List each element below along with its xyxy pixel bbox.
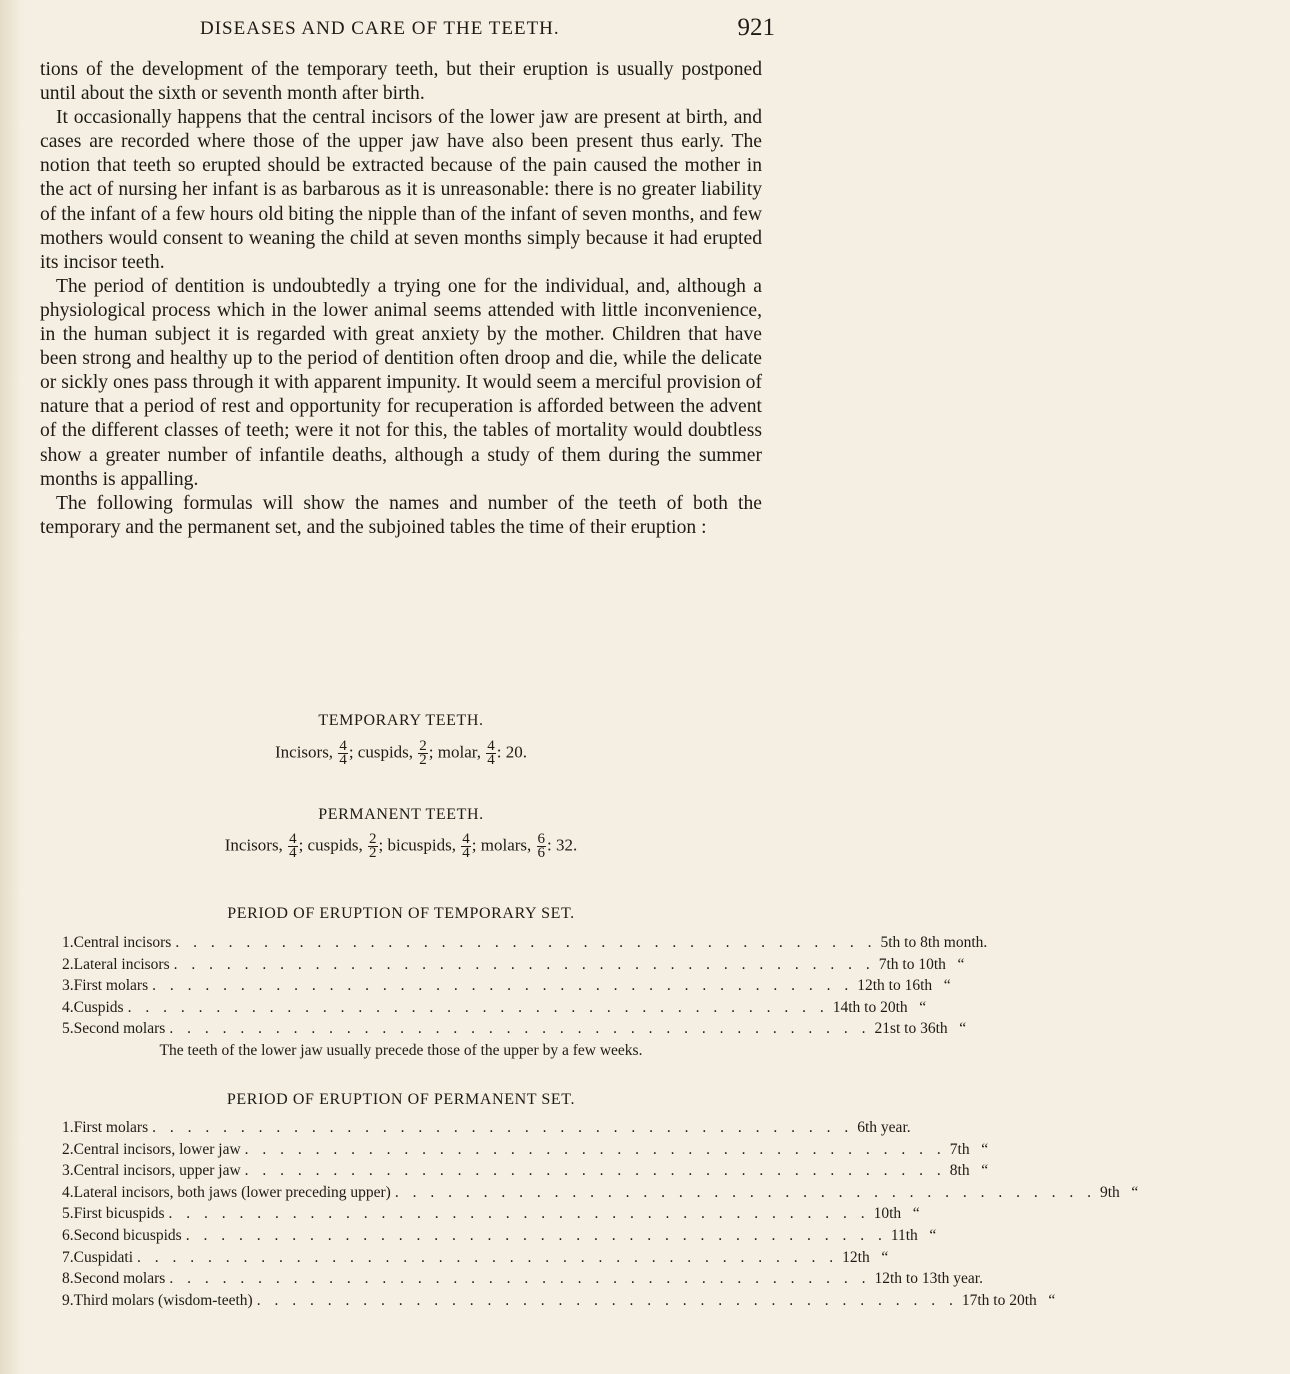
table-row bbox=[62, 1268, 983, 1290]
row-label: Second molars bbox=[73, 1270, 166, 1288]
permanent-eruption-table bbox=[62, 1117, 1139, 1311]
row-value: 12th to 13th year. bbox=[874, 1270, 983, 1288]
row-value: 9th “ bbox=[1099, 1183, 1139, 1201]
dot-leader: . . . . . . . . . . . . . . . . . . . . . . . . . . . . . . . . . . . . . . . . bbox=[168, 1205, 870, 1223]
row-label: Second molars bbox=[73, 1020, 166, 1038]
dot-leader: . . . . . . . . . . . . . . . . . . . . . . . . . . . . . . . . . . . . . . . . bbox=[256, 1291, 958, 1309]
row-value: 14th to 20th “ bbox=[832, 998, 927, 1016]
fraction-numerator: 2 bbox=[369, 831, 377, 847]
formula-separator: ; bbox=[298, 835, 304, 855]
fraction-denominator: 4 bbox=[289, 845, 297, 861]
row-label: Cuspidati bbox=[73, 1248, 134, 1266]
row-number: 3. bbox=[62, 977, 74, 995]
fraction-denominator: 2 bbox=[419, 752, 427, 768]
table-row bbox=[62, 1018, 967, 1040]
table-row bbox=[62, 932, 988, 954]
row-number: 2. bbox=[62, 1140, 74, 1158]
fraction-numerator: 2 bbox=[419, 738, 427, 754]
row-label: Central incisors, upper jaw bbox=[73, 1162, 241, 1180]
formula-fraction bbox=[461, 833, 471, 860]
body-text bbox=[40, 58, 762, 540]
formula-fraction bbox=[288, 833, 298, 860]
row-number: 6. bbox=[62, 1226, 74, 1244]
dot-leader: . . . . . . . . . . . . . . . . . . . . . . . . . . . . . . . . . . . . . . . . bbox=[244, 1162, 946, 1180]
formula-term-label: Incisors, bbox=[274, 742, 338, 762]
row-number: 5. bbox=[62, 1205, 74, 1223]
fraction-numerator: 4 bbox=[339, 738, 347, 754]
formula-term-label: cuspids, bbox=[303, 835, 368, 855]
row-label: Central incisors, lower jaw bbox=[73, 1140, 241, 1158]
formula-term-label: molars, bbox=[476, 835, 536, 855]
formula-fraction bbox=[338, 740, 348, 767]
row-label: First bicuspids bbox=[73, 1205, 165, 1223]
fraction-denominator: 6 bbox=[537, 845, 546, 861]
formula-separator: : bbox=[496, 742, 502, 762]
row-number: 5. bbox=[62, 1020, 74, 1038]
permanent-teeth-formula bbox=[40, 833, 762, 860]
formula-term-label: cuspids, bbox=[353, 742, 418, 762]
table-row bbox=[62, 975, 951, 997]
dot-leader: . . . . . . . . . . . . . . . . . . . . . . . . . . . . . . . . . . . . . . . . bbox=[244, 1140, 946, 1158]
row-number: 1. bbox=[62, 1119, 74, 1136]
formula-separator: ; bbox=[348, 742, 354, 762]
temporary-eruption-heading: PERIOD OF ERUPTION OF TEMPORARY SET. bbox=[227, 905, 575, 922]
formula-total: 32. bbox=[551, 835, 578, 855]
table-row bbox=[62, 1290, 1056, 1312]
formula-separator: ; bbox=[378, 835, 384, 855]
row-value: 6th year. bbox=[857, 1119, 911, 1136]
dot-leader: . . . . . . . . . . . . . . . . . . . . . . . . . . . . . . . . . . . . . . . . bbox=[169, 1270, 871, 1288]
row-value: 7th to 10th “ bbox=[878, 955, 965, 973]
fraction-numerator: 4 bbox=[462, 831, 470, 847]
row-value: 8th “ bbox=[949, 1162, 989, 1180]
fraction-numerator: 6 bbox=[537, 831, 546, 847]
row-value: 7th “ bbox=[949, 1140, 989, 1158]
row-label: Central incisors bbox=[73, 934, 172, 951]
row-value: 12th to 16th “ bbox=[857, 977, 951, 995]
row-value: 11th “ bbox=[890, 1226, 937, 1244]
dot-leader: . . . . . . . . . . . . . . . . . . . . . . . . . . . . . . . . . . . . . . . . bbox=[173, 955, 875, 973]
fraction-numerator: 4 bbox=[289, 831, 297, 847]
page-number: 921 bbox=[737, 14, 775, 41]
row-value: 5th to 8th month. bbox=[880, 934, 988, 951]
dot-leader: . . . . . . . . . . . . . . . . . . . . . . . . . . . . . . . . . . . . . . . . bbox=[394, 1183, 1096, 1201]
formula-separator: ; bbox=[471, 835, 477, 855]
dot-leader: . . . . . . . . . . . . . . . . . . . . . . . . . . . . . . . . . . . . . . . . bbox=[175, 934, 877, 951]
fraction-numerator: 4 bbox=[487, 738, 495, 754]
running-header bbox=[200, 14, 800, 46]
row-number: 2. bbox=[62, 955, 74, 973]
running-title: DISEASES AND CARE OF THE TEETH. bbox=[200, 18, 560, 39]
paragraph: The period of dentition is undoubtedly a trying one for the individual, and, although a physiological process which in the lower animal seems attended with little inconvenience, in the human subject it is regarded with great anxiety by the mother. Children that have been strong and healthy up to the period of dentition often droop and die, while the delicate or sickly ones pass through it with apparent impunity. It would seem a merciful provision of nature that a period of rest and opportunity for recuperation is afforded between the advent of the different classes of teeth; were it not for this, the tables of mortality would doubtless show a greater number of infantile deaths, although a study of them during the summer months is appalling. bbox=[40, 275, 762, 490]
dot-leader: . . . . . . . . . . . . . . . . . . . . . . . . . . . . . . . . . . . . . . . . bbox=[152, 977, 854, 995]
formula-fraction bbox=[486, 740, 496, 767]
table-row bbox=[62, 997, 927, 1019]
paragraph: tions of the development of the temporary teeth, but their eruption is usually postponed until about the sixth or seventh month after birth. bbox=[40, 59, 762, 105]
paragraph: The following formulas will show the names and number of the teeth of both the temporary and the permanent set, and the subjoined tables the time of their eruption : bbox=[40, 492, 762, 538]
paragraph: It occasionally happens that the central incisors of the lower jaw are present at birth, and cases are recorded where those of the upper jaw have also been present thus early. The notion that teeth so erupted should be extracted because of the pain caused the mother in the act of nursing her infant is as barbarous as it is unreasonable: there is no greater liability of the infant of a few hours old biting the nipple than of the infant of seven months, and few mothers would consent to weaning the child at seven months simply because it had erupted its incisor teeth. bbox=[40, 107, 762, 273]
row-value: 10th “ bbox=[873, 1205, 920, 1223]
dot-leader: . . . . . . . . . . . . . . . . . . . . . . . . . . . . . . . . . . . . . . . . bbox=[127, 998, 829, 1016]
row-label: Lateral incisors bbox=[73, 955, 170, 973]
row-label: Cuspids bbox=[73, 998, 124, 1016]
table-row bbox=[62, 1117, 911, 1139]
fraction-denominator: 4 bbox=[487, 752, 495, 768]
dot-leader: . . . . . . . . . . . . . . . . . . . . . . . . . . . . . . . . . . . . . . . . bbox=[137, 1248, 839, 1266]
formula-total: 20. bbox=[501, 742, 527, 762]
row-number: 4. bbox=[62, 998, 74, 1016]
table-row bbox=[62, 1203, 920, 1225]
fraction-denominator: 4 bbox=[339, 752, 347, 768]
temporary-teeth-formula bbox=[40, 740, 762, 767]
formula-term-label: molar, bbox=[433, 742, 486, 762]
fraction-denominator: 4 bbox=[462, 845, 470, 861]
temporary-eruption-note: The teeth of the lower jaw usually precede those of the upper by a few weeks. bbox=[159, 1042, 643, 1059]
table-row bbox=[62, 1225, 937, 1247]
formula-fraction bbox=[537, 833, 547, 860]
table-row bbox=[62, 1139, 989, 1161]
row-value: 21st to 36th “ bbox=[874, 1020, 967, 1038]
temporary-teeth-heading: TEMPORARY TEETH. bbox=[318, 712, 484, 729]
row-label: Second bicuspids bbox=[73, 1226, 182, 1244]
table-row bbox=[62, 954, 965, 976]
row-number: 4. bbox=[62, 1183, 74, 1201]
row-number: 7. bbox=[62, 1248, 74, 1266]
dot-leader: . . . . . . . . . . . . . . . . . . . . . . . . . . . . . . . . . . . . . . . . bbox=[185, 1226, 887, 1244]
row-label: First molars bbox=[73, 1119, 149, 1136]
permanent-teeth-heading: PERMANENT TEETH. bbox=[318, 806, 484, 823]
formula-fraction bbox=[418, 740, 428, 767]
page-spine-shadow bbox=[0, 0, 22, 1374]
formula-separator: ; bbox=[428, 742, 434, 762]
row-number: 8. bbox=[62, 1270, 74, 1288]
row-value: 12th “ bbox=[842, 1248, 889, 1266]
row-number: 3. bbox=[62, 1162, 74, 1180]
table-row bbox=[62, 1182, 1139, 1204]
row-value: 17th to 20th “ bbox=[961, 1291, 1056, 1309]
row-label: Lateral incisors, both jaws (lower preceding upper) bbox=[73, 1183, 391, 1201]
row-number: 1. bbox=[62, 934, 74, 951]
table-row bbox=[62, 1160, 989, 1182]
dot-leader: . . . . . . . . . . . . . . . . . . . . . . . . . . . . . . . . . . . . . . . . bbox=[169, 1020, 871, 1038]
temporary-eruption-table bbox=[62, 932, 988, 1040]
formula-fraction bbox=[368, 833, 378, 860]
row-label: First molars bbox=[73, 977, 149, 995]
dot-leader: . . . . . . . . . . . . . . . . . . . . . . . . . . . . . . . . . . . . . . . . bbox=[152, 1119, 854, 1136]
formula-term-label: bicuspids, bbox=[383, 835, 461, 855]
permanent-eruption-heading: PERIOD OF ERUPTION OF PERMANENT SET. bbox=[226, 1091, 576, 1108]
formula-term-label: Incisors, bbox=[224, 835, 288, 855]
row-number: 9. bbox=[62, 1291, 74, 1309]
row-label: Third molars (wisdom-teeth) bbox=[73, 1291, 253, 1309]
formula-separator: : bbox=[547, 835, 552, 855]
fraction-denominator: 2 bbox=[369, 845, 377, 861]
table-row bbox=[62, 1247, 889, 1269]
